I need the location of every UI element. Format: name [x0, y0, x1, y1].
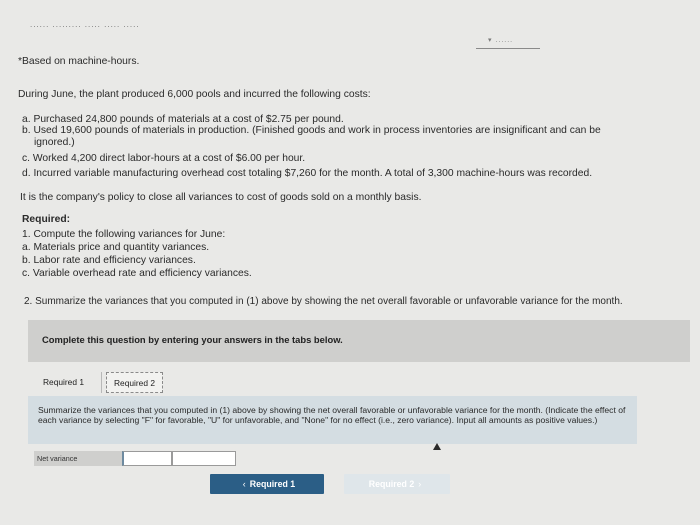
- cost-item-b: b. Used 19,600 pounds of materials in production. (Finished goods and work in process inventories are insignificant and can be: [22, 125, 601, 136]
- required-item-1c: c. Variable overhead rate and efficiency variances.: [22, 268, 252, 279]
- cutoff-header-text: ...... ......... ..... ..... .....: [30, 20, 140, 29]
- tab-required-1[interactable]: Required 1: [43, 377, 84, 387]
- policy-text: It is the company's policy to close all variances to cost of goods sold on a monthly basis.: [20, 192, 422, 203]
- required-item-1: 1. Compute the following variances for June:: [22, 229, 226, 240]
- instruction-panel: [28, 320, 690, 362]
- chevron-left-icon: ‹: [242, 479, 246, 489]
- tab-content-instructions: Summarize the variances that you computed in (1) above by showing the net overall favorable or unfavorable variance for the month. (Indicate the effect of each variance by selecting "F" for favorable, "U" for unfavorable, and "None" for no effect (i.e., zero variance). Input all amounts as positive values.): [38, 405, 626, 426]
- prev-button-label: Required 1: [249, 479, 296, 489]
- previous-required-1-button[interactable]: [210, 474, 324, 494]
- footnote: *Based on machine-hours.: [18, 56, 140, 67]
- panel-instruction: Complete this question by entering your answers in the tabs below.: [42, 334, 343, 345]
- required-item-1a: a. Materials price and quantity variances.: [22, 242, 210, 253]
- tab-content-panel: [28, 396, 637, 444]
- next-required-2-button: [344, 474, 450, 494]
- net-variance-effect-select[interactable]: [122, 451, 172, 466]
- header-underline: [476, 48, 540, 49]
- tab-separator: [101, 372, 102, 393]
- net-variance-label: Net variance: [34, 451, 122, 466]
- tab-required-2[interactable]: Required 2: [106, 372, 163, 393]
- cost-item-b-continued: ignored.): [34, 137, 75, 148]
- required-item-2: 2. Summarize the variances that you computed in (1) above by showing the net overall favorable or unfavorable variance for the month.: [24, 296, 623, 307]
- chevron-right-icon: ›: [418, 479, 422, 489]
- required-heading: Required:: [22, 214, 71, 225]
- cost-item-c: c. Worked 4,200 direct labor-hours at a cost of $6.00 per hour.: [22, 153, 306, 164]
- required-item-1b: b. Labor rate and efficiency variances.: [22, 255, 196, 266]
- intro-text: During June, the plant produced 6,000 pools and incurred the following costs:: [18, 89, 371, 100]
- mouse-cursor-icon: [433, 443, 441, 450]
- net-variance-amount-input[interactable]: [172, 451, 236, 466]
- cutoff-header-right: ▾ ......: [488, 37, 514, 44]
- cost-item-d: d. Incurred variable manufacturing overhead cost totaling $7,260 for the month. A total of 3,300 machine-hours was recorded.: [22, 168, 593, 179]
- next-button-label: Required 2: [368, 479, 415, 489]
- cost-item-a: a. Purchased 24,800 pounds of materials at a cost of $2.75 per pound.: [22, 114, 344, 125]
